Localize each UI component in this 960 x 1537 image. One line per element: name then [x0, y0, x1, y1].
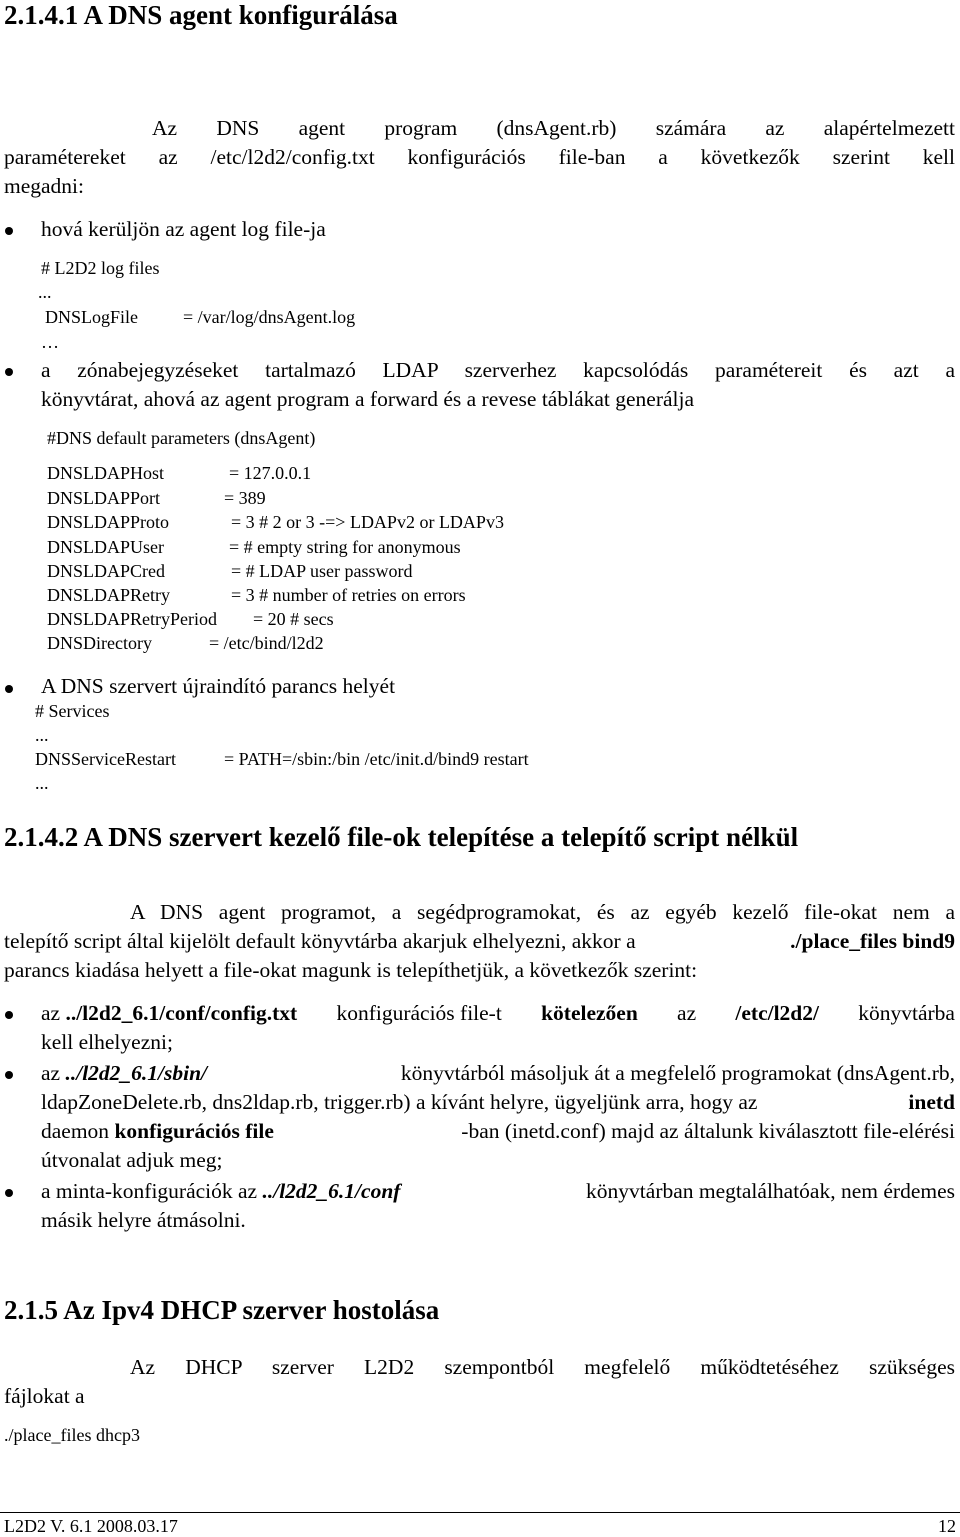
bullet-icon	[5, 1011, 13, 1019]
text: könyvtárba	[858, 1001, 955, 1025]
bullet-icon	[5, 1189, 13, 1197]
param-key: DNSLDAPUser	[47, 537, 164, 557]
param-key: DNSLDAPRetryPeriod	[47, 609, 217, 629]
log-comment: # L2D2 log files	[41, 258, 160, 278]
intro-line-1: Az DNS agent program (dnsAgent.rb) számára az alapértelmezett	[152, 116, 955, 140]
bullet-1-text: hová kerüljön az agent log file-ja	[41, 217, 326, 241]
config-path: ../l2d2_6.1/conf/config.txt	[65, 1001, 298, 1025]
param-value: = 389	[224, 488, 266, 508]
param-key: DNSLDAPProto	[47, 512, 170, 532]
services-dots: ...	[35, 725, 49, 745]
text: könyvtárban megtalálhatóak, nem érdemes	[586, 1179, 955, 1203]
sbin-path: ../l2d2_6.1/sbin/	[65, 1061, 208, 1085]
log-key: DNSLogFile	[45, 307, 139, 327]
bullet-3-text: A DNS szervert újraindító parancs helyét	[41, 674, 396, 698]
text: -ban (inetd.conf) majd az általunk kiválasztott file-elérési	[461, 1119, 955, 1143]
param-value: = 20 # secs	[253, 609, 334, 629]
param-key: DNSLDAPPort	[47, 488, 161, 508]
param-value: = 3 # 2 or 3 -=> LDAPv2 or LDAPv3	[231, 512, 504, 532]
services-value: = PATH=/sbin:/bin /etc/init.d/bind9 restart	[224, 749, 529, 769]
list-item-1-line-1	[41, 999, 955, 1028]
services-comment: # Services	[35, 701, 110, 721]
list-item-3-line-1	[41, 1177, 955, 1206]
bullet-icon	[5, 685, 13, 693]
place-files-command: ./place_files bind9	[790, 929, 955, 953]
intro-line-3: megadni:	[4, 174, 85, 198]
list-item-3-line-2: másik helyre átmásolni.	[41, 1208, 246, 1232]
para-2-line-2-text: telepítő script által kijelölt default könyvtárba akarjuk elhelyezni, akkor a	[4, 929, 636, 953]
list-item-1-line-2: kell elhelyezni;	[41, 1030, 173, 1054]
footer-divider	[0, 1512, 960, 1513]
list-item-2-line-1	[41, 1059, 955, 1088]
param-value: = /etc/bind/l2d2	[209, 633, 324, 653]
para-2-line-1: A DNS agent programot, a segédprogramokat, és az egyéb kezelő file-okat nem a	[130, 900, 955, 924]
section-heading: 2.1.4.2 A DNS szervert kezelő file-ok telepítése a telepítő script nélkül	[4, 822, 799, 852]
bullet-2-line-1: a zónabejegyzéseket tartalmazó LDAP szerverhez kapcsolódás paramétereit és azt a	[41, 358, 955, 382]
para-3-line-1: Az DHCP szerver L2D2 szempontból megfelelő működtetéséhez szükséges	[130, 1355, 955, 1379]
emphasis: kötelezően	[541, 1001, 638, 1025]
log-ellipsis: …	[41, 332, 59, 352]
para-2-line-2	[4, 927, 955, 956]
section-heading: 2.1.4.1 A DNS agent konfigurálása	[4, 0, 398, 30]
etc-path: /etc/l2d2/	[735, 1001, 819, 1025]
list-item-2-line-2	[41, 1088, 955, 1117]
log-value: = /var/log/dnsAgent.log	[183, 307, 356, 327]
services-key: DNSServiceRestart	[35, 749, 176, 769]
services-dots: ...	[35, 773, 49, 793]
bullet-icon	[5, 368, 13, 376]
param-key: DNSLDAPRetry	[47, 585, 171, 605]
footer-version: L2D2 V. 6.1 2008.03.17	[4, 1516, 178, 1536]
dhcp-command: ./place_files dhcp3	[4, 1425, 140, 1445]
text: ldapZoneDelete.rb, dns2ldap.rb, trigger.rb) a kívánt helyre, ügyeljünk arra, hogy az	[41, 1090, 758, 1114]
para-3-line-2: fájlokat a	[4, 1384, 85, 1408]
param-value: = 127.0.0.1	[229, 463, 312, 483]
text: daemon	[41, 1119, 115, 1143]
ldap-comment: #DNS default parameters (dnsAgent)	[47, 428, 316, 448]
list-item-2-line-4: útvonalat adjuk meg;	[41, 1148, 223, 1172]
config-file-emphasis: konfigurációs file	[114, 1119, 274, 1143]
inetd: inetd	[908, 1090, 955, 1114]
intro-line-2: paramétereket az /etc/l2d2/config.txt konfigurációs file-ban a következők szerint kell	[4, 145, 955, 169]
para-2-line-3: parancs kiadása helyett a file-okat magunk is telepíthetjük, a következők szerint:	[4, 958, 698, 982]
param-value: = # empty string for anonymous	[229, 537, 461, 557]
param-key: DNSDirectory	[47, 633, 152, 653]
bullet-icon	[5, 227, 13, 235]
text: az	[41, 1001, 66, 1025]
log-dots: ...	[38, 282, 52, 302]
param-key: DNSLDAPHost	[47, 463, 165, 483]
conf-path: ../l2d2_6.1/conf	[262, 1179, 401, 1203]
param-key: DNSLDAPCred	[47, 561, 166, 581]
list-item-2-line-3	[41, 1117, 955, 1146]
page-number: 12	[938, 1516, 956, 1536]
bullet-2-line-2: könyvtárat, ahová az agent program a forward és a revese táblákat generálja	[41, 387, 695, 411]
param-value: = 3 # number of retries on errors	[231, 585, 466, 605]
param-value: = # LDAP user password	[231, 561, 413, 581]
text: az	[41, 1061, 66, 1085]
text: a minta-konfigurációk az	[41, 1179, 263, 1203]
text: az	[677, 1001, 697, 1025]
text: konfigurációs file-t	[336, 1001, 502, 1025]
text: könyvtárból másoljuk át a megfelelő programokat (dnsAgent.rb,	[400, 1061, 955, 1085]
section-heading: 2.1.5 Az Ipv4 DHCP szerver hostolása	[4, 1295, 440, 1325]
bullet-icon	[5, 1071, 13, 1079]
